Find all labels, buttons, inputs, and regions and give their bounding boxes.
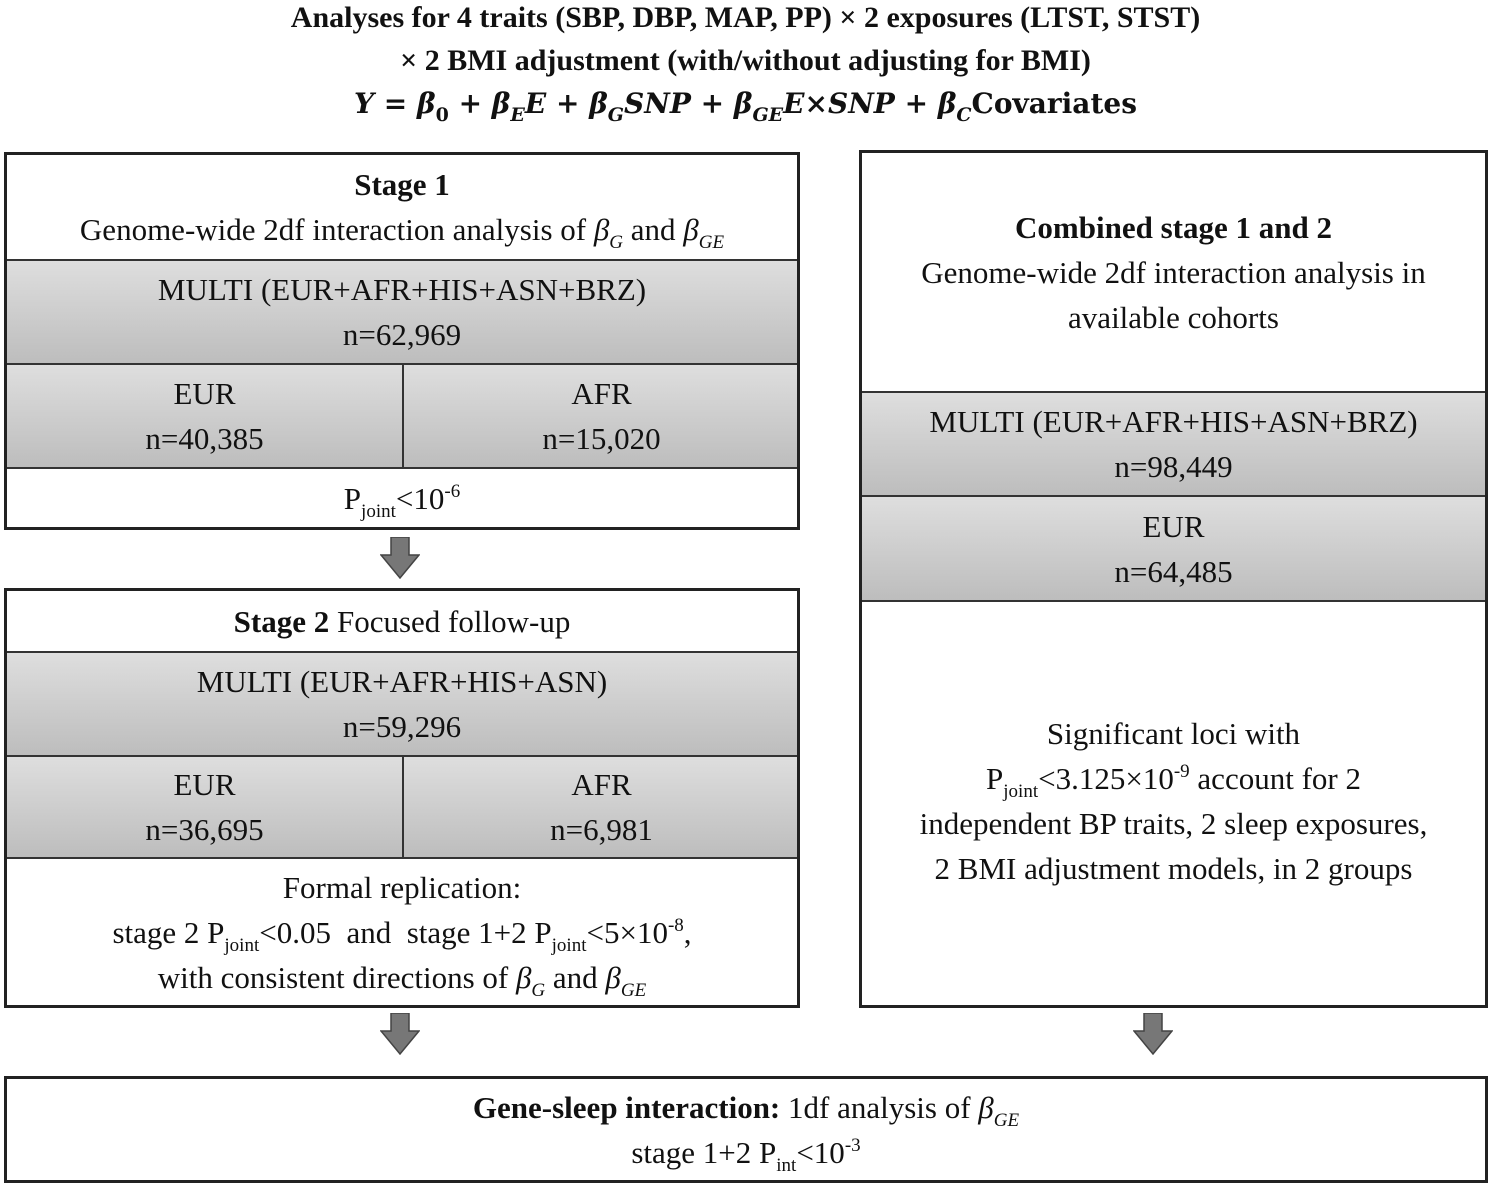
header-line-1: Analyses for 4 traits (SBP, DBP, MAP, PP) × 2 exposures (LTST, STST) bbox=[290, 1, 1201, 34]
stage2-eur: EUR n=36,695 bbox=[145, 767, 264, 847]
stage2-box bbox=[4, 588, 800, 1008]
stage1-title: Stage 1 bbox=[354, 167, 450, 202]
combined-significance: Significant loci with $P_{joint}<3.125\times 10^{-9}$ account for 2 independent BP traits, 2 sleep exposures, 2 BMI adjustment models, in 2 groups bbox=[862, 600, 1485, 1000]
stage1-ancestry-row bbox=[7, 363, 797, 467]
stage2-afr: AFR n=6,981 bbox=[402, 757, 799, 857]
final-box bbox=[4, 1076, 1488, 1183]
final-content: Gene-sleep interaction: 1df analysis of $\beta_{GE}$ stage 1+2 $P_{int}<10^{-3}$ bbox=[472, 1089, 1020, 1176]
combined-box bbox=[859, 150, 1488, 1008]
stage2-ancestry-row bbox=[7, 755, 797, 857]
combined-eur: EUR n=64,485 bbox=[862, 495, 1485, 600]
stage1-multi: MULTI (EUR+AFR+HIS+ASN+BRZ) n=62,969 bbox=[7, 259, 797, 363]
stage2-replication: Formal replication: stage 2 $P_{joint}<0.05$ and stage 1+2 $P_{joint}<5\times 10^{-8}$, with consistent directions of $\beta_G$ and $\beta_{GE}$ bbox=[7, 857, 797, 1005]
combined-title: Combined stage 1 and 2 bbox=[1015, 209, 1332, 245]
stage1-afr: AFR n=15,020 bbox=[402, 365, 799, 467]
down-arrow-icon bbox=[380, 537, 420, 579]
combined-multi: MULTI (EUR+AFR+HIS+ASN+BRZ) n=98,449 bbox=[862, 391, 1485, 495]
stage2-title: Stage 2 bbox=[233, 603, 330, 639]
combined-header: Combined stage 1 and 2 Genome-wide 2df interaction analysis in available cohorts bbox=[921, 209, 1426, 335]
stage2-header: Stage 2 Focused follow-up bbox=[233, 603, 571, 639]
down-arrow-icon bbox=[1133, 1013, 1173, 1055]
header-line-2: × 2 BMI adjustment (with/without adjusting for BMI) bbox=[400, 44, 1091, 77]
final-title: Gene-sleep interaction: bbox=[472, 1089, 781, 1125]
stage1-box bbox=[4, 152, 800, 530]
down-arrow-icon bbox=[380, 1013, 420, 1055]
stage1-threshold: $P_{joint}<10^{-6}$ bbox=[7, 467, 797, 527]
stage2-multi: MULTI (EUR+AFR+HIS+ASN) n=59,296 bbox=[7, 651, 797, 755]
model-equation: $Y = \beta_0 + \beta_EE + \beta_GSNP + \beta_{GE}E\times SNP$ + $\beta_CCovariates$ bbox=[354, 87, 1137, 126]
stage1-subtitle: Genome-wide 2df interaction analysis of $\beta_G$ and $\beta_{GE}$ bbox=[79, 212, 725, 253]
stage1-header bbox=[7, 155, 797, 259]
stage1-eur: EUR n=40,385 bbox=[145, 376, 264, 456]
